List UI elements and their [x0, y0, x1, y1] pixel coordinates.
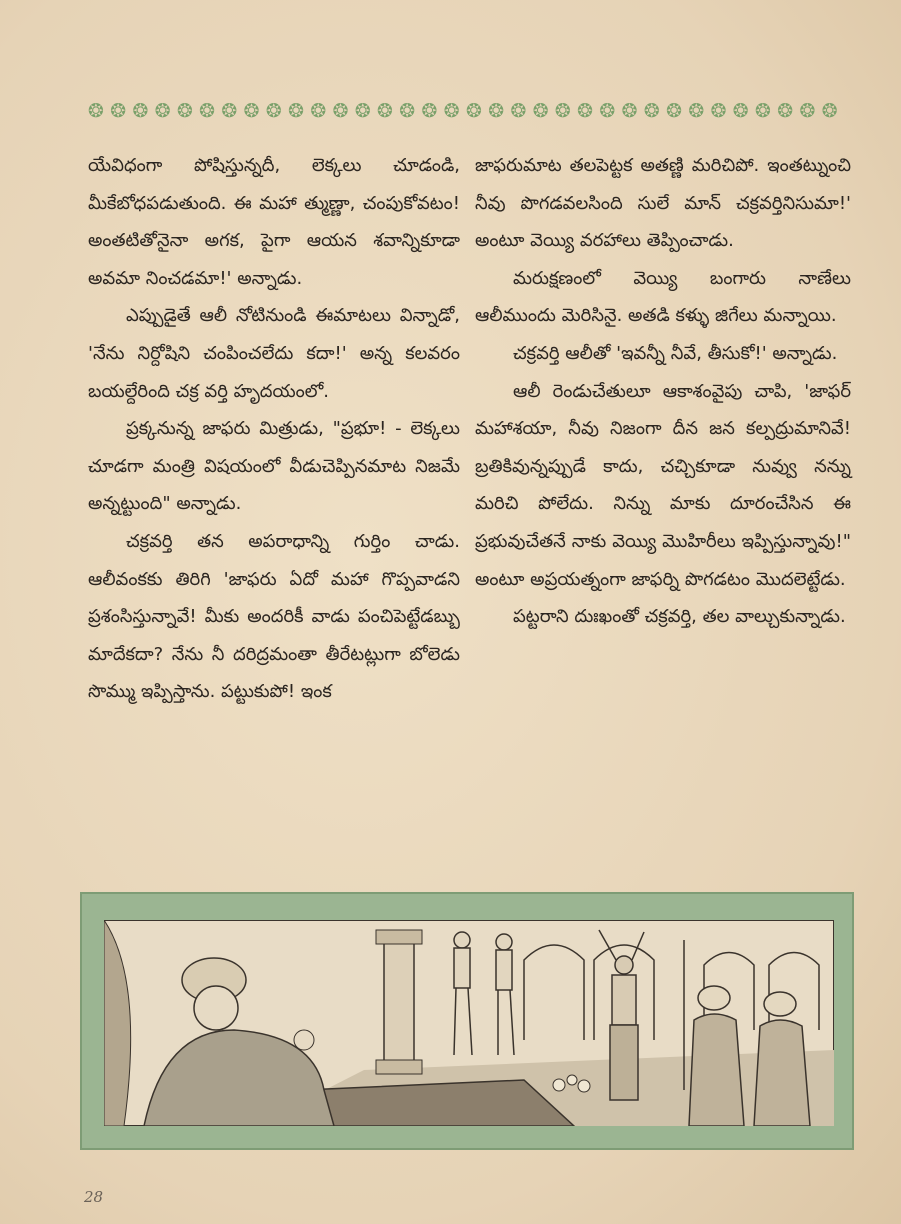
- asterisk-flower-icon: ❂: [666, 100, 683, 122]
- asterisk-flower-icon: ❂: [88, 100, 104, 122]
- asterisk-flower-icon: ❂: [199, 100, 216, 122]
- page-number: 28: [84, 1188, 104, 1206]
- decorative-border: [88, 98, 838, 124]
- asterisk-flower-icon: ❂: [465, 100, 482, 122]
- asterisk-flower-icon: ❂: [777, 100, 794, 122]
- asterisk-flower-icon: ❂: [176, 100, 193, 122]
- asterisk-flower-icon: ❂: [221, 100, 238, 122]
- asterisk-flower-icon: ❂: [488, 100, 505, 122]
- asterisk-flower-icon: ❂: [354, 100, 371, 122]
- asterisk-flower-icon: ❂: [621, 100, 638, 122]
- asterisk-flower-icon: ❂: [510, 100, 527, 122]
- asterisk-flower-icon: ❂: [154, 100, 171, 122]
- asterisk-flower-icon: ❂: [532, 100, 549, 122]
- paragraph: ఎప్పుడైతే ఆలీ నోటినుండి ఈమాటలు విన్నాడో, 'నేను నిర్దోషిని చంపించలేదు కదా!' అన్న కలవరం బయల్దేరింది చక్ర వర్తి హృదయంలో.: [88, 305, 460, 402]
- palace-scene-drawing: [104, 920, 834, 1126]
- asterisk-flower-icon: ❂: [288, 100, 305, 122]
- asterisk-flower-icon: ❂: [243, 100, 260, 122]
- asterisk-flower-icon: ❂: [332, 100, 349, 122]
- paragraph: ప్రక్కనున్న జాఫరు మిత్రుడు, "ప్రభూ! - లెక్కలు చూడగా మంత్రి విషయంలో వీడుచెప్పినమాట నిజమే అన్నట్టుంది" అన్నాడు.: [88, 418, 460, 515]
- asterisk-flower-icon: ❂: [577, 100, 594, 122]
- asterisk-flower-icon: ❂: [421, 100, 438, 122]
- asterisk-flower-icon: ❂: [110, 100, 127, 122]
- right-column: [475, 147, 851, 636]
- asterisk-flower-icon: ❂: [755, 100, 771, 122]
- asterisk-flower-icon: ❂: [310, 100, 327, 122]
- asterisk-flower-icon: ❂: [710, 100, 727, 122]
- asterisk-flower-icon: ❂: [799, 100, 816, 122]
- asterisk-flower-icon: ❂: [265, 100, 282, 122]
- asterisk-flower-icon: ❂: [688, 100, 705, 122]
- left-column: [88, 147, 460, 711]
- asterisk-flower-icon: ❂: [643, 100, 660, 122]
- paragraph: పట్టరాని దుఃఖంతో చక్రవర్తి, తల వాల్చుకున్నాడు.: [513, 606, 846, 628]
- paragraph: ఆలీ రెండుచేతులూ ఆకాశంవైపు చాపి, 'జాఫర్ మహాశయా, నీవు నిజంగా దీన జన కల్పద్రుమానివే! బ్రతికివున్నప్పుడే కాదు, చచ్చికూడా నువ్వు నన్ను మరిచి పోలేదు. నిన్ను మాకు దూరంచేసిన ఈ ప్రభువుచేతనే నాకు వెయ్యి మొహిరీలు ఇప్పిస్తున్నావు!" అంటూ అప్రయత్నంగా జాఫర్ని పొగడటం మొదలెట్టేడు.: [475, 380, 851, 590]
- paragraph: చక్రవర్తి తన అపరాధాన్ని గుర్తిం చాడు. ఆలీవంకకు తిరిగి 'జాఫరు ఏదో మహా గొప్పవాడని ప్రశంసిస్తున్నావే! మీకు అందరికీ వాడు పంచిపెట్టేడబ్బు మాదేకదా? నేను నీ దరిద్రమంతా తీరేటట్లుగా బోలెడు సొమ్ము ఇప్పిస్తాను. పట్టుకుపో! ఇంక: [88, 530, 460, 703]
- asterisk-flower-icon: ❂: [132, 100, 149, 122]
- asterisk-flower-icon: ❂: [599, 100, 616, 122]
- paragraph: యేవిధంగా పోషిస్తున్నదీ, లెక్కలు చూడండి, మీకేబోధపడుతుంది. ఈ మహా త్ముణ్ణా, చంపుకోవటం! అంతటితోనైనా అగక, పైగా ఆయన శవాన్నికూడా అవమా నించడమా!' అన్నాడు.: [88, 155, 460, 289]
- asterisk-flower-icon: ❂: [377, 100, 393, 122]
- asterisk-flower-icon: ❂: [443, 100, 460, 122]
- asterisk-flower-icon: ❂: [821, 100, 838, 122]
- paragraph: చక్రవర్తి ఆలీతో 'ఇవన్నీ నీవే, తీసుకో!' అన్నాడు.: [513, 342, 838, 364]
- story-illustration: [80, 892, 854, 1150]
- asterisk-flower-icon: ❂: [554, 100, 571, 122]
- paragraph: జాఫరుమాట తలపెట్టక అతణ్ణి మరిచిపో. ఇంతట్నుంచి నీవు పొగడవలసింది సులే మాన్ చక్రవర్తినిసుమా!' అంటూ వెయ్యి వరహాలు తెప్పించాడు.: [475, 155, 851, 252]
- asterisk-flower-icon: ❂: [399, 100, 416, 122]
- paragraph: మరుక్షణంలో వెయ్యి బంగారు నాణేలు ఆలీముందు మెరిసినై. అతడి కళ్ళు జిగేలు మన్నాయి.: [475, 267, 851, 327]
- asterisk-flower-icon: ❂: [732, 100, 749, 122]
